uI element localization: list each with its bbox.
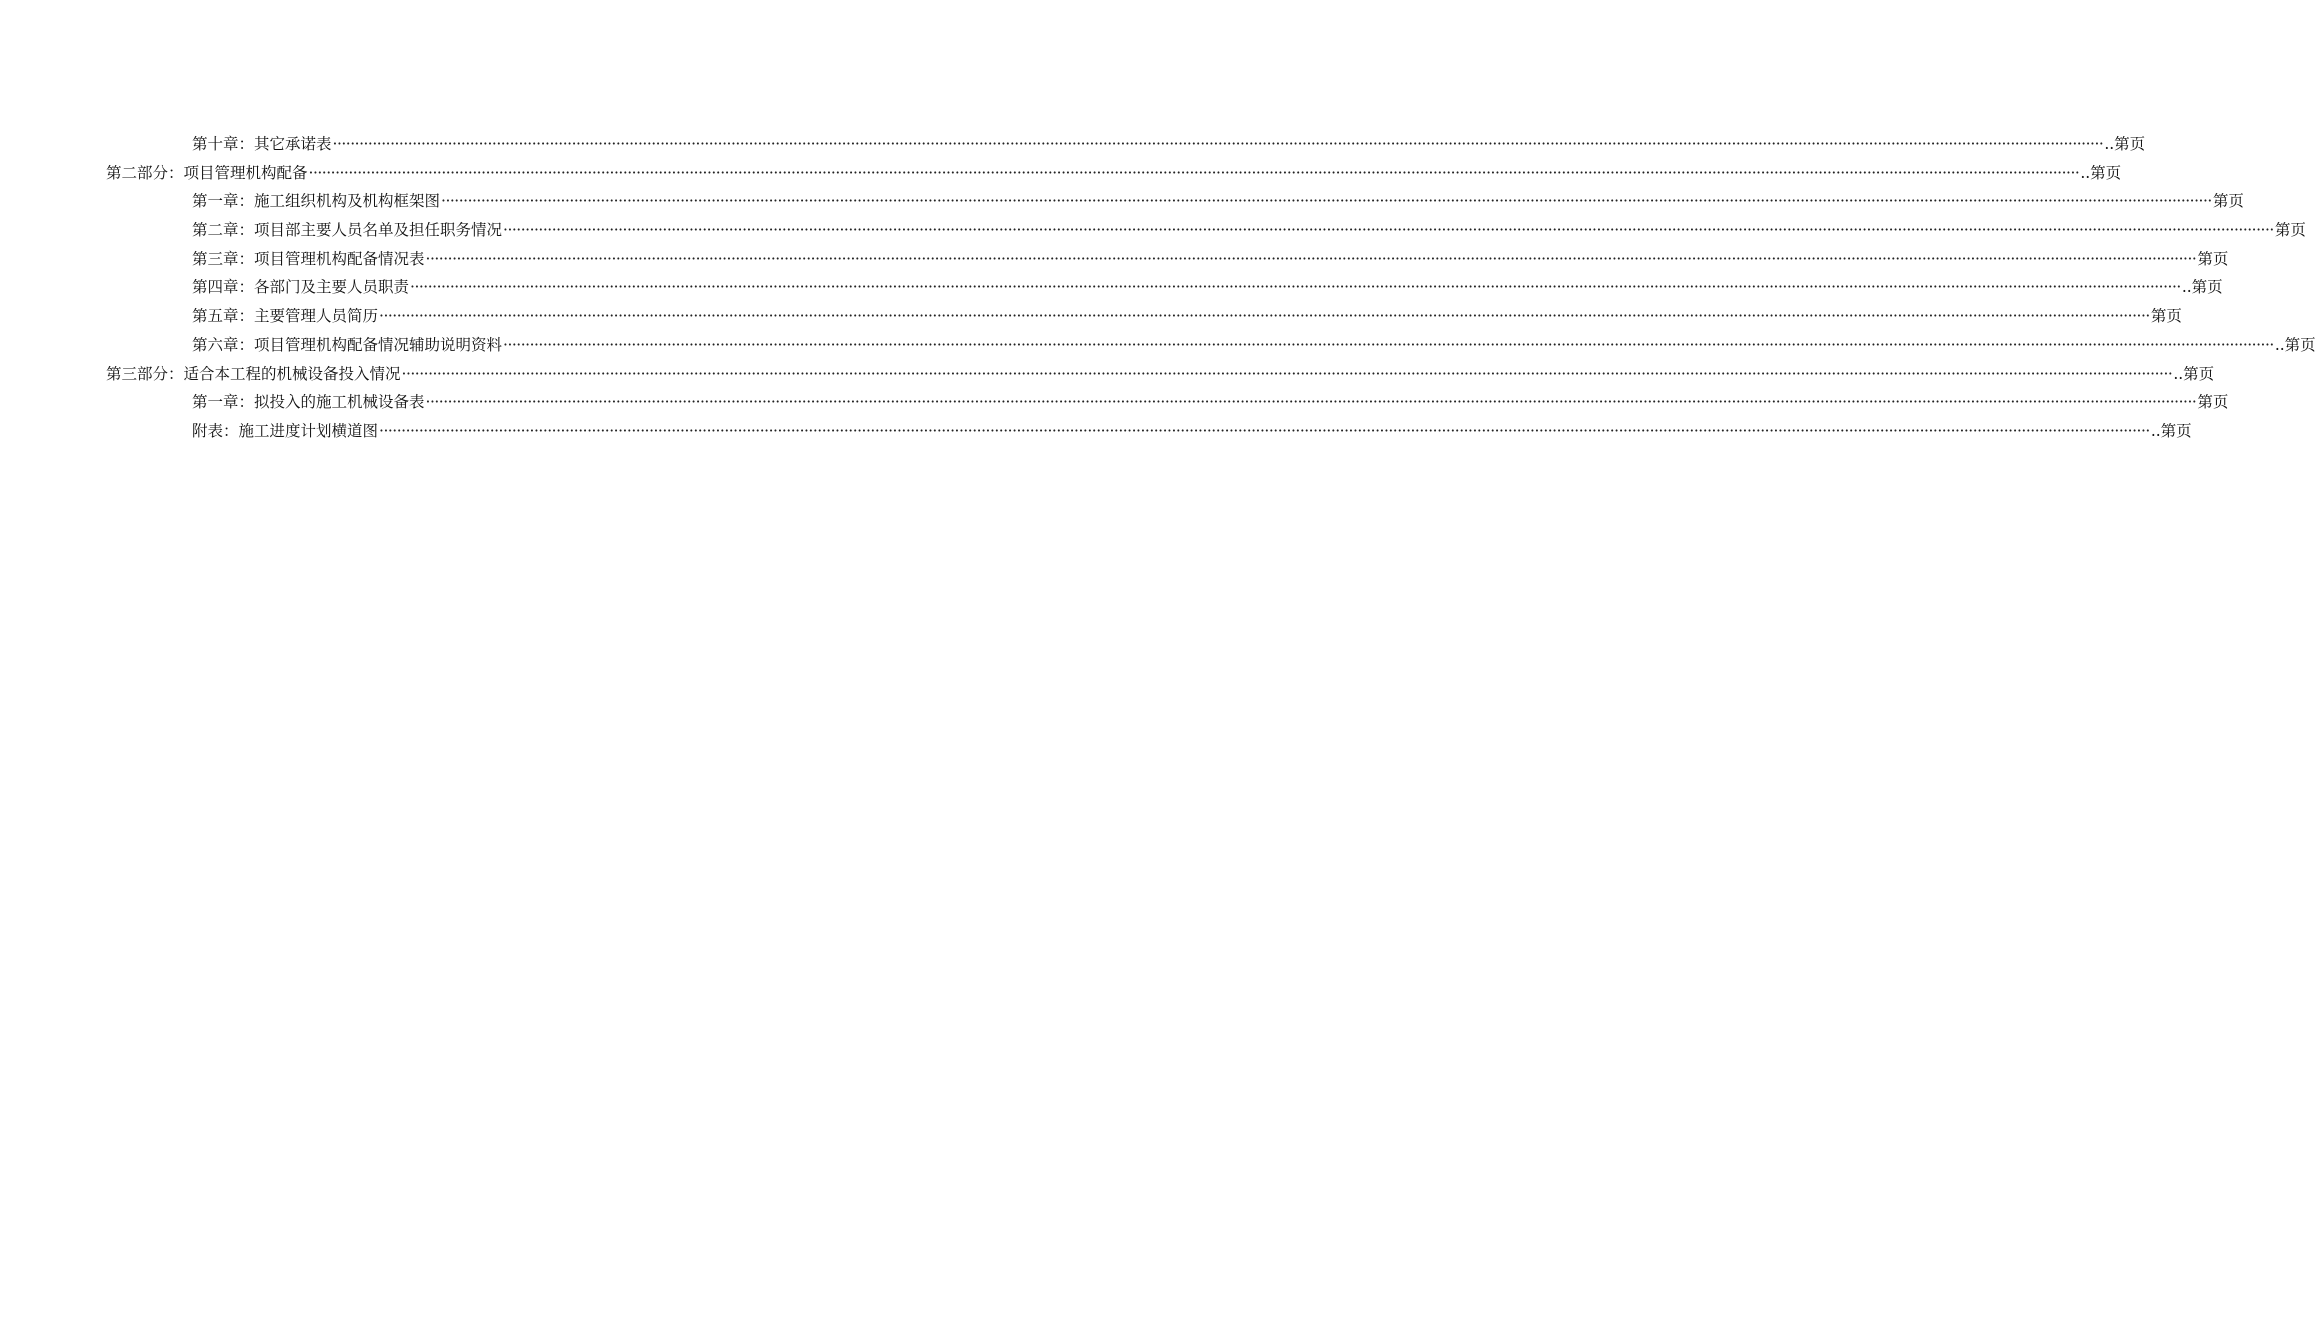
toc-entry-title: 第五章：主要管理人员简历 — [192, 302, 379, 331]
toc-dot-leader: ················································································································································································································································································································································································································ — [308, 163, 2080, 182]
toc-page-label: 第页 — [2274, 221, 2306, 240]
toc-dot-leader: ················································································································································································································································································································································································································ — [425, 393, 2197, 412]
toc-entry-title: 第四章：各部门及主要人员职责 — [192, 273, 410, 302]
toc-entry[interactable] — [106, 273, 2223, 302]
toc-dot-leader: ················································································································································································································································································································································································································ — [332, 135, 2104, 153]
table-of-contents — [106, 130, 2316, 446]
toc-entry[interactable] — [106, 187, 2244, 216]
toc-entry[interactable] — [106, 360, 2215, 389]
toc-dot-leader: ················································································································································································································································································································································································································ — [441, 192, 2212, 211]
toc-entry-title: 第十章：其它承诺表 — [192, 130, 333, 159]
toc-dot-leader: ················································································································································································································································································································································································································ — [410, 278, 2181, 297]
toc-page-label: ..第页 — [2181, 278, 2223, 297]
toc-entry[interactable] — [106, 302, 2182, 331]
toc-entry-title: 第二章：项目部主要人员名单及担任职务情况 — [192, 216, 503, 245]
toc-entry[interactable] — [106, 159, 2122, 188]
toc-page-label: ..第页 — [2080, 163, 2122, 182]
toc-entry[interactable] — [106, 331, 2316, 360]
toc-dot-leader: ················································································································································································································································································································································································································ — [503, 221, 2274, 240]
toc-entry-title: 第三章：项目管理机构配备情况表 — [192, 245, 426, 274]
toc-entry[interactable] — [106, 216, 2306, 245]
toc-dot-leader: ················································································································································································································································································································································································································ — [379, 421, 2150, 440]
toc-page-label: ..第页 — [2150, 421, 2192, 440]
toc-page-label: 第页 — [2197, 393, 2229, 412]
toc-entry[interactable] — [106, 388, 2229, 417]
toc-page-label: 第页 — [2197, 249, 2229, 268]
toc-entry[interactable] — [106, 417, 2192, 446]
toc-entry-title: 第一章：拟投入的施工机械设备表 — [192, 388, 426, 417]
toc-dot-leader: ················································································································································································································································································································································································································ — [379, 307, 2150, 326]
toc-page-label: ..第页 — [2173, 364, 2215, 383]
toc-dot-leader: ················································································································································································································································································································································································································ — [503, 335, 2274, 354]
toc-entry-title: 第六章：项目管理机构配备情况辅助说明资料 — [192, 331, 503, 360]
toc-page-label: ..第页 — [2104, 135, 2146, 153]
toc-page-label: 第页 — [2150, 307, 2182, 326]
toc-entry-title: 第一章：施工组织机构及机构框架图 — [192, 187, 441, 216]
toc-entry[interactable] — [106, 130, 2146, 159]
toc-entry[interactable] — [106, 245, 2229, 274]
toc-entry-title: 第三部分：适合本工程的机械设备投入情况 — [106, 360, 402, 389]
toc-dot-leader: ················································································································································································································································································································································································································ — [401, 364, 2173, 383]
toc-page-label: ..第页 — [2274, 335, 2316, 354]
toc-dot-leader: ················································································································································································································································································································································································································ — [425, 249, 2197, 268]
toc-entry-title: 第二部分：项目管理机构配备 — [106, 159, 309, 188]
toc-entry-title: 附表：施工进度计划横道图 — [192, 417, 379, 446]
toc-page-label: 第页 — [2212, 192, 2244, 211]
